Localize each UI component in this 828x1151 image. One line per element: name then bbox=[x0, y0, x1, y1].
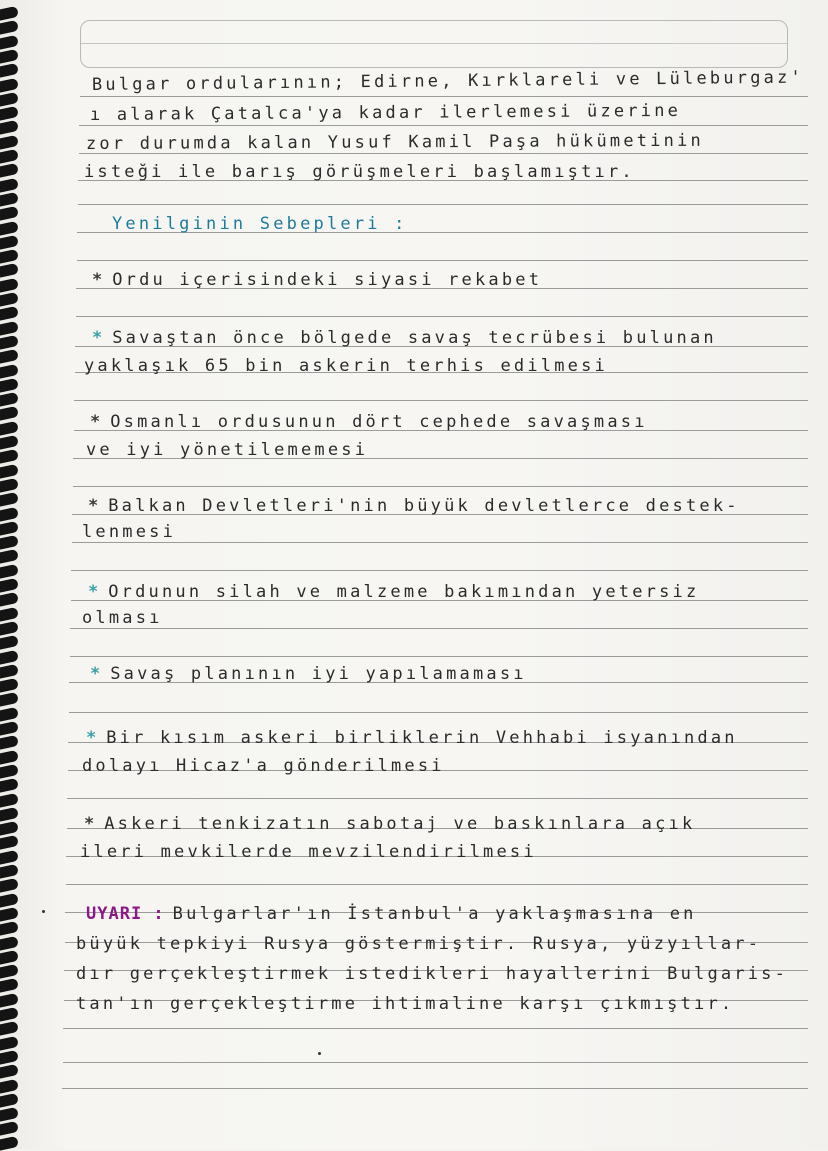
spiral-ring bbox=[0, 49, 19, 64]
bullet-text: dolayı Hicaz'a gönderilmesi bbox=[82, 756, 445, 776]
spiral-ring bbox=[0, 406, 19, 421]
spiral-ring bbox=[0, 506, 19, 521]
header-box bbox=[80, 20, 788, 68]
spiral-ring bbox=[0, 492, 19, 507]
spiral-ring bbox=[0, 678, 19, 693]
bullet-text: Osmanlı ordusunun dört cephede savaşması bbox=[110, 412, 648, 432]
bullet-text: Ordunun silah ve malzeme bakımından yetersiz bbox=[108, 582, 700, 602]
spiral-ring bbox=[0, 792, 19, 807]
intro-line: zor durumda kalan Yusuf Kamil Paşa hükümetinin bbox=[85, 130, 705, 154]
header-box-divider bbox=[81, 43, 787, 44]
spiral-ring bbox=[0, 1093, 19, 1108]
spiral-ring bbox=[0, 707, 19, 722]
bullet-item bbox=[88, 582, 699, 602]
spiral-ring bbox=[0, 521, 19, 536]
spiral-ring bbox=[0, 921, 19, 936]
spiral-ring bbox=[0, 6, 19, 21]
spiral-ring bbox=[0, 635, 19, 650]
spiral-ring bbox=[0, 807, 19, 822]
bullet-text: Bir kısım askeri birliklerin Vehhabi isyanından bbox=[106, 728, 738, 748]
spiral-ring bbox=[0, 292, 19, 307]
section-heading: Yenilginin Sebepleri : bbox=[112, 214, 408, 234]
ruled-line bbox=[72, 542, 808, 543]
spiral-ring bbox=[0, 1021, 19, 1036]
spiral-ring bbox=[0, 177, 19, 192]
ruled-line bbox=[79, 125, 808, 126]
spiral-ring bbox=[0, 135, 19, 150]
ruled-line bbox=[63, 1062, 808, 1063]
ruled-line bbox=[71, 570, 808, 571]
asterisk-icon: * bbox=[90, 664, 101, 684]
spiral-ring bbox=[0, 821, 19, 836]
spiral-ring bbox=[0, 449, 19, 464]
spiral-ring bbox=[0, 106, 19, 121]
spiral-ring bbox=[0, 120, 19, 135]
bullet-text: Balkan Devletleri'nin büyük devletlerce destek- bbox=[108, 496, 740, 516]
spiral-ring bbox=[0, 249, 19, 264]
spiral-ring bbox=[0, 1078, 19, 1093]
spiral-ring bbox=[0, 278, 19, 293]
bullet-item bbox=[92, 270, 542, 290]
bullet-item bbox=[84, 814, 695, 834]
bullet-text: lenmesi bbox=[82, 522, 177, 542]
bullet-text: Savaş planının iyi yapılamaması bbox=[110, 664, 527, 684]
spiral-ring bbox=[0, 735, 19, 750]
bullet-text: Askeri tenkizatın sabotaj ve baskınlara açık bbox=[104, 814, 696, 834]
spiral-ring bbox=[0, 993, 19, 1008]
asterisk-icon: * bbox=[84, 814, 95, 834]
spiral-ring bbox=[0, 1064, 19, 1079]
intro-line: Bulgar ordularının; Edirne, Kırklareli ve Lüleburgaz' bbox=[91, 67, 805, 95]
spiral-ring bbox=[0, 306, 19, 321]
spiral-ring bbox=[0, 320, 19, 335]
spiral-ring bbox=[0, 764, 19, 779]
spiral-ring bbox=[0, 435, 19, 450]
asterisk-icon: * bbox=[88, 496, 99, 516]
ruled-line bbox=[70, 656, 808, 657]
warning-text: Bulgarlar'ın İstanbul'a yaklaşmasına en bbox=[172, 904, 697, 924]
spiral-ring bbox=[0, 878, 19, 893]
ruled-line bbox=[69, 712, 808, 713]
spiral-ring bbox=[0, 778, 19, 793]
spiral-ring bbox=[0, 220, 19, 235]
spiral-ring bbox=[0, 20, 19, 35]
bullet-item bbox=[90, 664, 527, 684]
spiral-ring bbox=[0, 535, 19, 550]
asterisk-icon: * bbox=[90, 412, 101, 432]
spiral-ring bbox=[0, 850, 19, 865]
ruled-line bbox=[66, 884, 808, 885]
spiral-ring bbox=[0, 621, 19, 636]
spiral-ring bbox=[0, 1050, 19, 1065]
spiral-ring bbox=[0, 835, 19, 850]
asterisk-icon: * bbox=[88, 582, 99, 602]
ink-dot bbox=[318, 1052, 321, 1055]
ruled-line bbox=[74, 400, 808, 401]
asterisk-icon: * bbox=[92, 328, 103, 348]
bullet-text: ve iyi yönetilememesi bbox=[86, 440, 369, 460]
spiral-ring bbox=[0, 1035, 19, 1050]
ruled-line bbox=[80, 96, 808, 97]
spiral-ring bbox=[0, 907, 19, 922]
spiral-ring bbox=[0, 549, 19, 564]
spiral-ring bbox=[0, 564, 19, 579]
spiral-ring bbox=[0, 664, 19, 679]
bullet-item bbox=[88, 496, 740, 516]
spiral-ring bbox=[0, 1007, 19, 1022]
spiral-ring bbox=[0, 721, 19, 736]
spiral-binding bbox=[0, 0, 26, 1149]
spiral-ring bbox=[0, 649, 19, 664]
spiral-ring bbox=[0, 592, 19, 607]
intro-line: ı alarak Çatalca'ya kadar ilerlemesi üzerine bbox=[89, 100, 682, 125]
spiral-ring bbox=[0, 163, 19, 178]
spiral-ring bbox=[0, 349, 19, 364]
bullet-text: Savaştan önce bölgede savaş tecrübesi bulunan bbox=[112, 328, 717, 348]
spiral-ring bbox=[0, 606, 19, 621]
spiral-ring bbox=[0, 964, 19, 979]
warning-line bbox=[86, 904, 697, 924]
ruled-line bbox=[67, 798, 808, 799]
spiral-ring bbox=[0, 335, 19, 350]
ruled-line bbox=[77, 260, 808, 261]
bullet-text: Ordu içerisindeki siyasi rekabet bbox=[112, 270, 543, 290]
ruled-line bbox=[78, 204, 808, 205]
spiral-ring bbox=[0, 463, 19, 478]
spiral-ring bbox=[0, 478, 19, 493]
ruled-line bbox=[73, 486, 808, 487]
spiral-ring bbox=[0, 378, 19, 393]
ruled-line bbox=[70, 628, 808, 629]
spiral-ring bbox=[0, 578, 19, 593]
spiral-ring bbox=[0, 892, 19, 907]
bullet-item bbox=[90, 412, 648, 432]
bullet-text: yaklaşık 65 bin askerin terhis edilmesi bbox=[84, 356, 608, 376]
spiral-ring bbox=[0, 950, 19, 965]
spiral-ring bbox=[0, 1121, 19, 1136]
warning-text: dır gerçekleştirmek istedikleri hayallerini Bulgaris- bbox=[76, 964, 789, 984]
intro-line: isteği ile barış görüşmeleri başlamıştır. bbox=[84, 162, 635, 182]
spiral-ring bbox=[0, 77, 19, 92]
bullet-text: olması bbox=[82, 608, 163, 628]
spiral-ring bbox=[0, 149, 19, 164]
spiral-ring bbox=[0, 235, 19, 250]
ruled-line bbox=[63, 1028, 808, 1029]
spiral-ring bbox=[0, 363, 19, 378]
spiral-ring bbox=[0, 864, 19, 879]
ruled-line bbox=[62, 1088, 808, 1089]
ink-dot bbox=[42, 910, 45, 913]
spiral-ring bbox=[0, 206, 19, 221]
warning-label: UYARI : bbox=[86, 904, 165, 924]
warning-text: tan'ın gerçekleştirme ihtimaline karşı çıkmıştır. bbox=[76, 994, 735, 1014]
asterisk-icon: * bbox=[86, 728, 97, 748]
warning-text: büyük tepkiyi Rusya göstermiştir. Rusya, yüzyıllar- bbox=[76, 934, 762, 954]
spiral-ring bbox=[0, 421, 19, 436]
ruled-line bbox=[76, 316, 808, 317]
spiral-ring bbox=[0, 935, 19, 950]
spiral-ring bbox=[0, 192, 19, 207]
spiral-ring bbox=[0, 263, 19, 278]
asterisk-icon: * bbox=[92, 270, 103, 290]
spiral-ring bbox=[0, 1107, 19, 1122]
bullet-item bbox=[86, 728, 738, 748]
spiral-ring bbox=[0, 92, 19, 107]
spiral-ring bbox=[0, 63, 19, 78]
spiral-ring bbox=[0, 34, 19, 49]
spiral-ring bbox=[0, 749, 19, 764]
spiral-ring bbox=[0, 978, 19, 993]
spiral-ring bbox=[0, 692, 19, 707]
bullet-item bbox=[92, 328, 717, 348]
bullet-text: ileri mevkilerde mevzilendirilmesi bbox=[80, 842, 537, 862]
spiral-ring bbox=[0, 392, 19, 407]
